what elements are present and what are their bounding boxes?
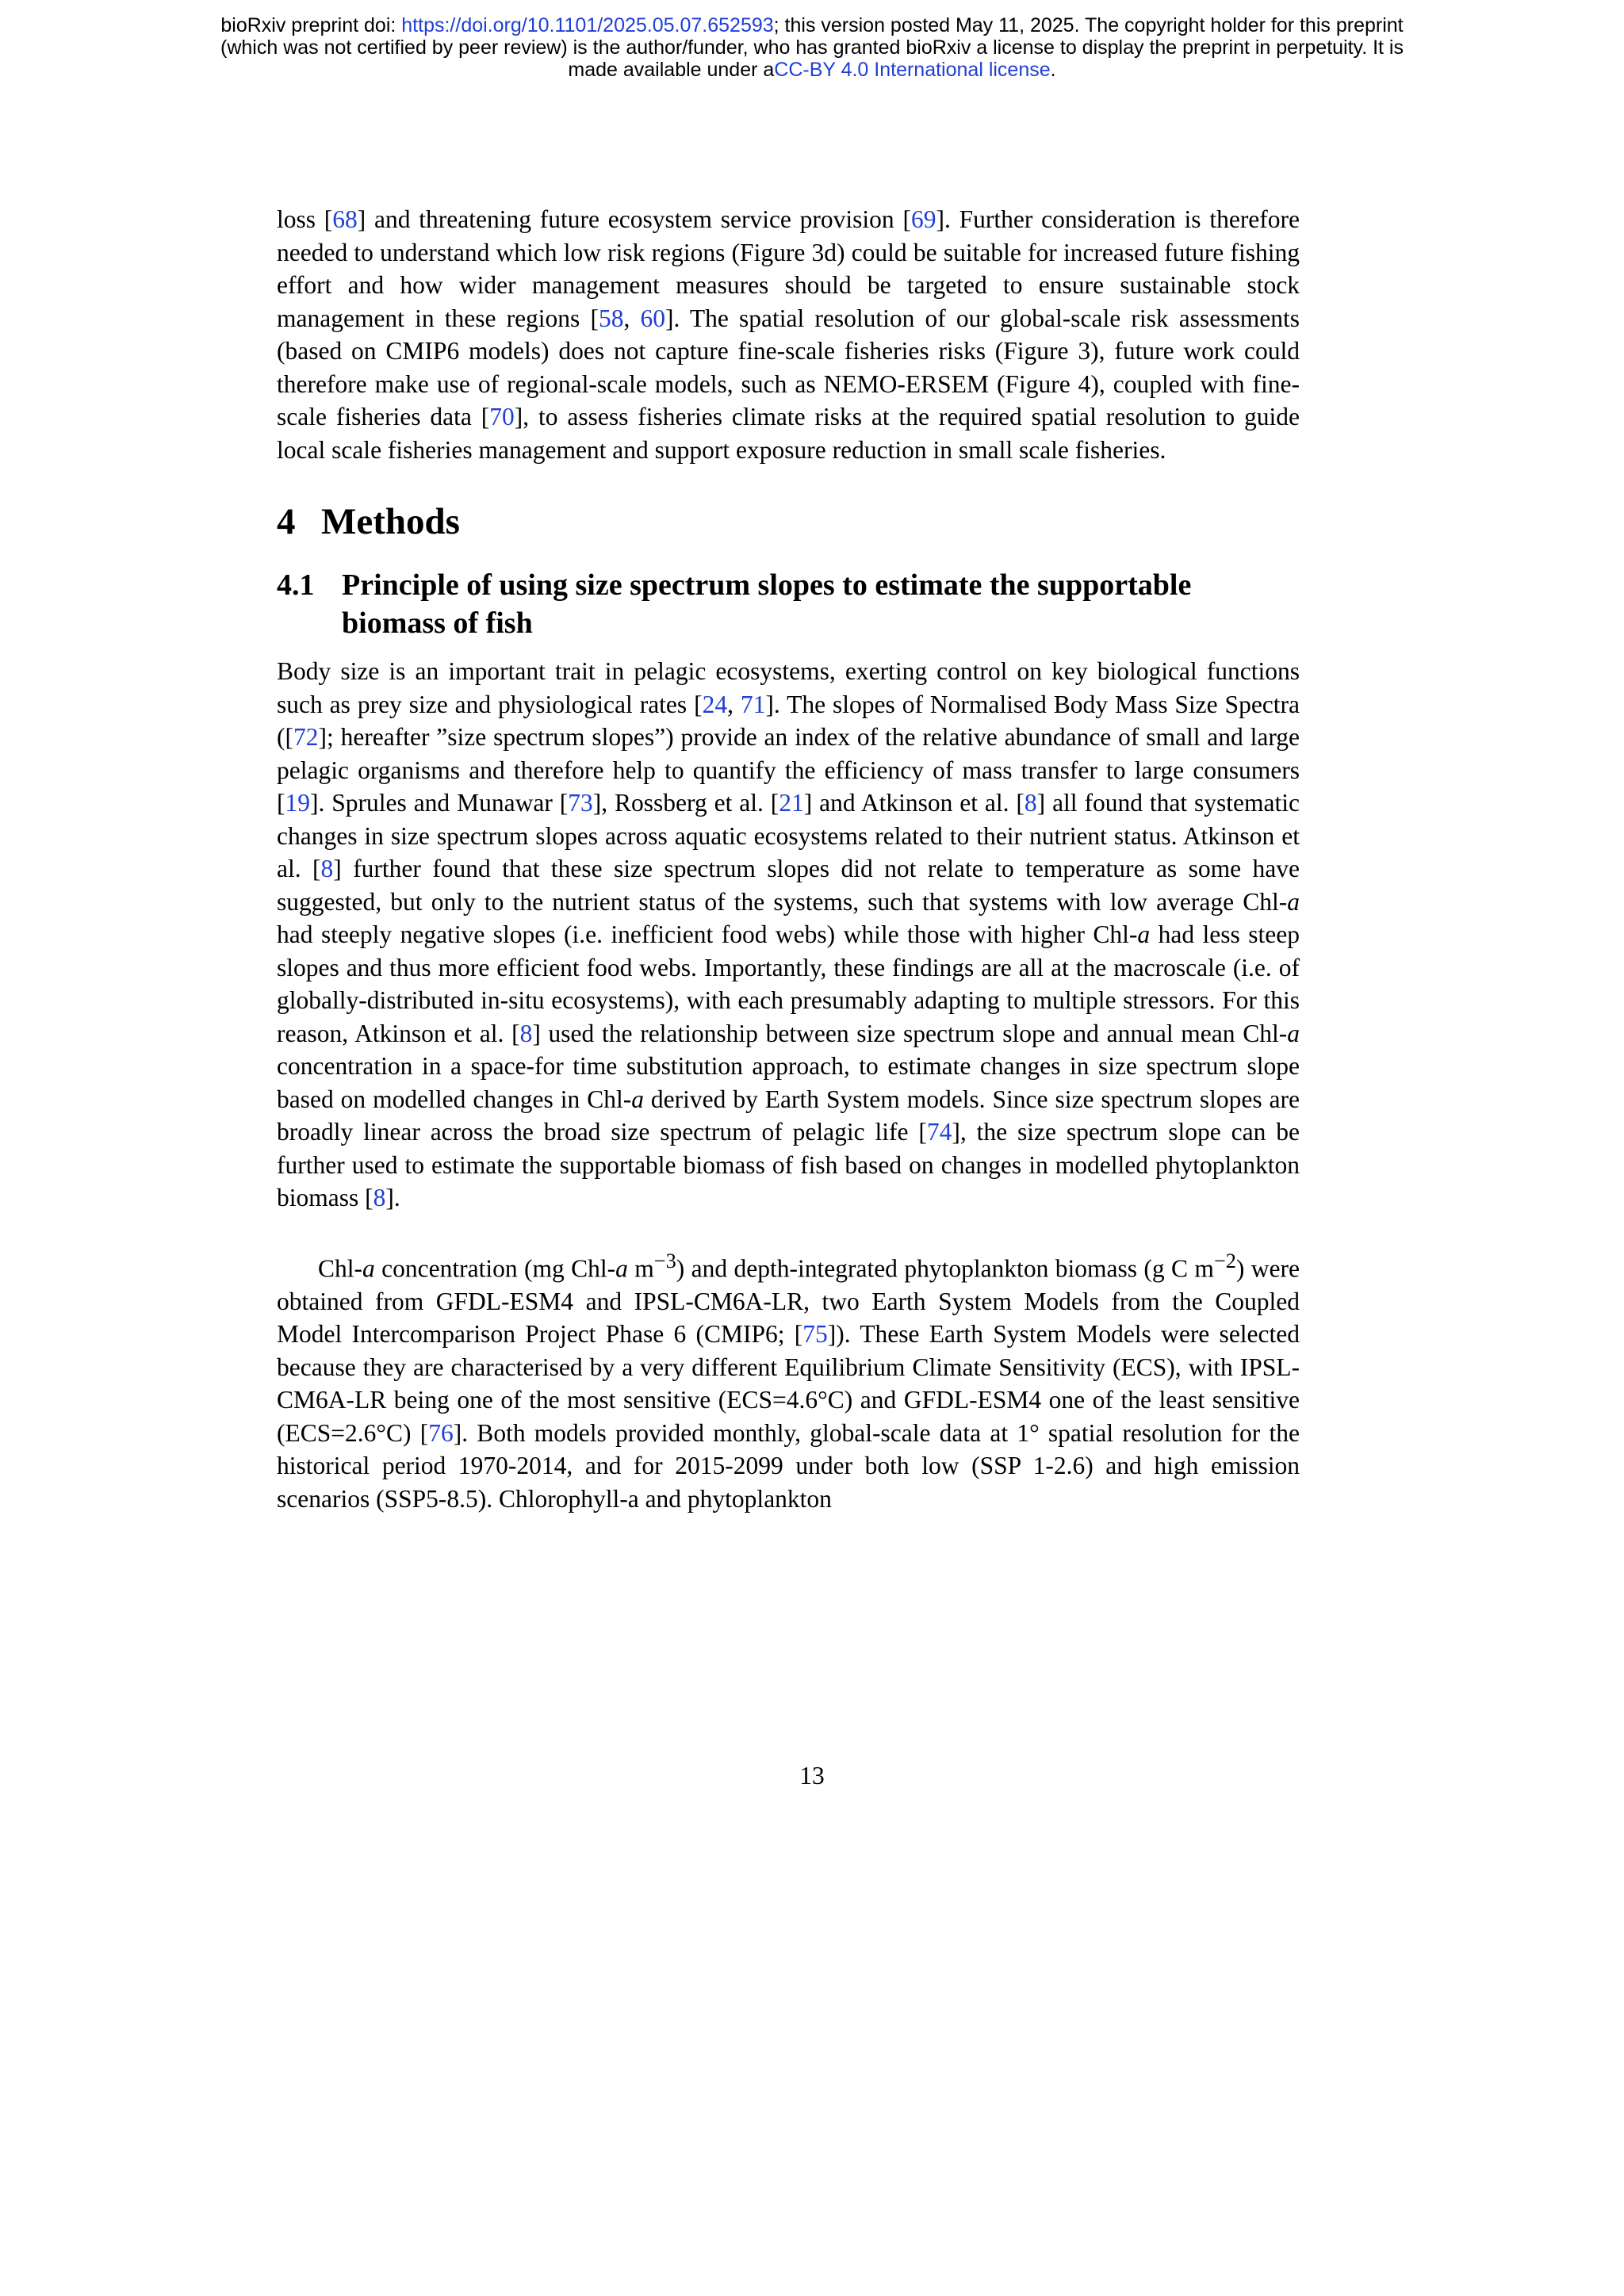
subsection-number: 4.1 bbox=[277, 568, 315, 602]
doi-link[interactable]: https://doi.org/10.1101/2025.05.07.652593 bbox=[401, 14, 774, 36]
citation-link[interactable]: 70 bbox=[489, 403, 515, 430]
subsection-title: Principle of using size spectrum slopes to estimate the supportable biomass of fish bbox=[342, 568, 1192, 640]
header-line-2: (which was not certified by peer review) is the author/funder, who has granted bioRxiv a license to display the preprint in perpetuity. It is bbox=[220, 36, 1404, 59]
citation-link[interactable]: 8 bbox=[1024, 789, 1037, 817]
citation-link[interactable]: 74 bbox=[926, 1118, 952, 1146]
citation-link[interactable]: 68 bbox=[332, 205, 358, 233]
citation-link[interactable]: 69 bbox=[910, 205, 936, 233]
page-number: 13 bbox=[799, 1762, 825, 1789]
preprint-header bbox=[0, 14, 1624, 81]
citation-link[interactable]: 24 bbox=[702, 690, 728, 718]
citation-link[interactable]: 72 bbox=[293, 723, 319, 751]
citation-link[interactable]: 8 bbox=[519, 1019, 533, 1047]
page-body bbox=[277, 203, 1300, 1515]
subsection-heading bbox=[277, 566, 1300, 642]
header-line-1: bioRxiv preprint doi: https://doi.org/10.1101/2025.05.07.652593; this version posted May 11, 2025. The copyright holder for this preprint bbox=[220, 14, 1404, 36]
citation-link[interactable]: 19 bbox=[285, 789, 310, 817]
citation-link[interactable]: 21 bbox=[779, 789, 804, 817]
citation-link[interactable]: 75 bbox=[802, 1320, 828, 1348]
section-number: 4 bbox=[277, 501, 296, 542]
paragraph: Body size is an important trait in pelagic ecosystems, exerting control on key biological functions such as prey size and physiological rates [24, 71]. The slopes of Normalised Body Mass Size Spectra ([72]; hereafter ”size spectrum slopes”) provide an index of the relative abundance of small and large pelagic organisms and therefore help to quantify the efficiency of mass transfer to large consumers [19]. Sprules and Munawar [73], Rossberg et al. [21] and Atkinson et al. [8] all found that systematic changes in size spectrum slopes across aquatic ecosystems related to their nutrient status. Atkinson et al. [8] further found that these size spectrum slopes did not relate to temperature as some have suggested, but only to the nutrient status of the systems, such that systems with low average Chl-a had steeply negative slopes (i.e. inefficient food webs) while those with higher Chl-a had less steep slopes and thus more efficient food webs. Importantly, these findings are all at the macroscale (i.e. of globally-distributed in-situ ecosystems), with each presumably adapting to multiple stressors. For this reason, Atkinson et al. [8] used the relationship between size spectrum slope and annual mean Chl-a concentration in a space-for time substitution approach, to estimate changes in size spectrum slope based on modelled changes in Chl-a derived by Earth System models. Since size spectrum slopes are broadly linear across the broad size spectrum of pelagic life [74], the size spectrum slope can be further used to estimate the supportable biomass of fish based on changes in modelled phytoplankton biomass [8]. bbox=[277, 657, 1300, 1211]
citation-link[interactable]: 8 bbox=[373, 1184, 386, 1211]
header-line-3: made available under aCC-BY 4.0 International license. bbox=[568, 59, 1056, 81]
section-heading bbox=[277, 499, 1300, 544]
citation-link[interactable]: 8 bbox=[320, 855, 334, 882]
citation-link[interactable]: 58 bbox=[598, 304, 624, 332]
citation-link[interactable]: 76 bbox=[428, 1418, 454, 1447]
citation-link[interactable]: 73 bbox=[568, 789, 593, 817]
paragraph: Chl-a concentration (mg Chl-a $m^{-3}$) and depth-integrated phytoplankton biomass (g C $m^{-2}$) were obtained from GFDL-ESM4 and IPSL-CM6A-LR, two Earth System Models from the Coupled Model Intercomparison Project Phase 6 (CMIP6; [75]). These Earth System Models were selected because they are characterised by a very different Equilibrium Climate Sensitivity (ECS), with IPSL-CM6A-LR being one of the most sensitive (ECS=4.6°C) and GFDL-ESM4 one of the least sensitive (ECS=2.6°C) [76]. Both models provided monthly, global-scale data at 1° spatial resolution for the historical period 1970-2014, and for 2015-2099 under both low (SSP 1-2.6) and high emission scenarios (SSP5-8.5). Chlorophyll-a and phytoplankton bbox=[277, 1249, 1300, 1513]
license-link[interactable]: CC-BY 4.0 International license bbox=[774, 59, 1051, 81]
section-title: Methods bbox=[321, 501, 460, 542]
citation-link[interactable]: 71 bbox=[740, 690, 766, 718]
citation-link[interactable]: 60 bbox=[640, 304, 665, 332]
paragraph-continued: loss [68] and threatening future ecosystem service provision [69]. Further consideration is therefore needed to understand which low risk regions (Figure 3d) could be suitable for increased future fishing effort and how wider management measures should be targeted to ensure sustainable stock management in these regions [58, 60]. The spatial resolution of our global-scale risk assessments (based on CMIP6 models) does not capture fine-scale fisheries risks (Figure 3), future work could therefore make use of regional-scale models, such as NEMO-ERSEM (Figure 4), coupled with fine-scale fisheries data [70], to assess fisheries climate risks at the required spatial resolution to guide local scale fisheries management and support exposure reduction in small scale fisheries. bbox=[277, 205, 1300, 464]
